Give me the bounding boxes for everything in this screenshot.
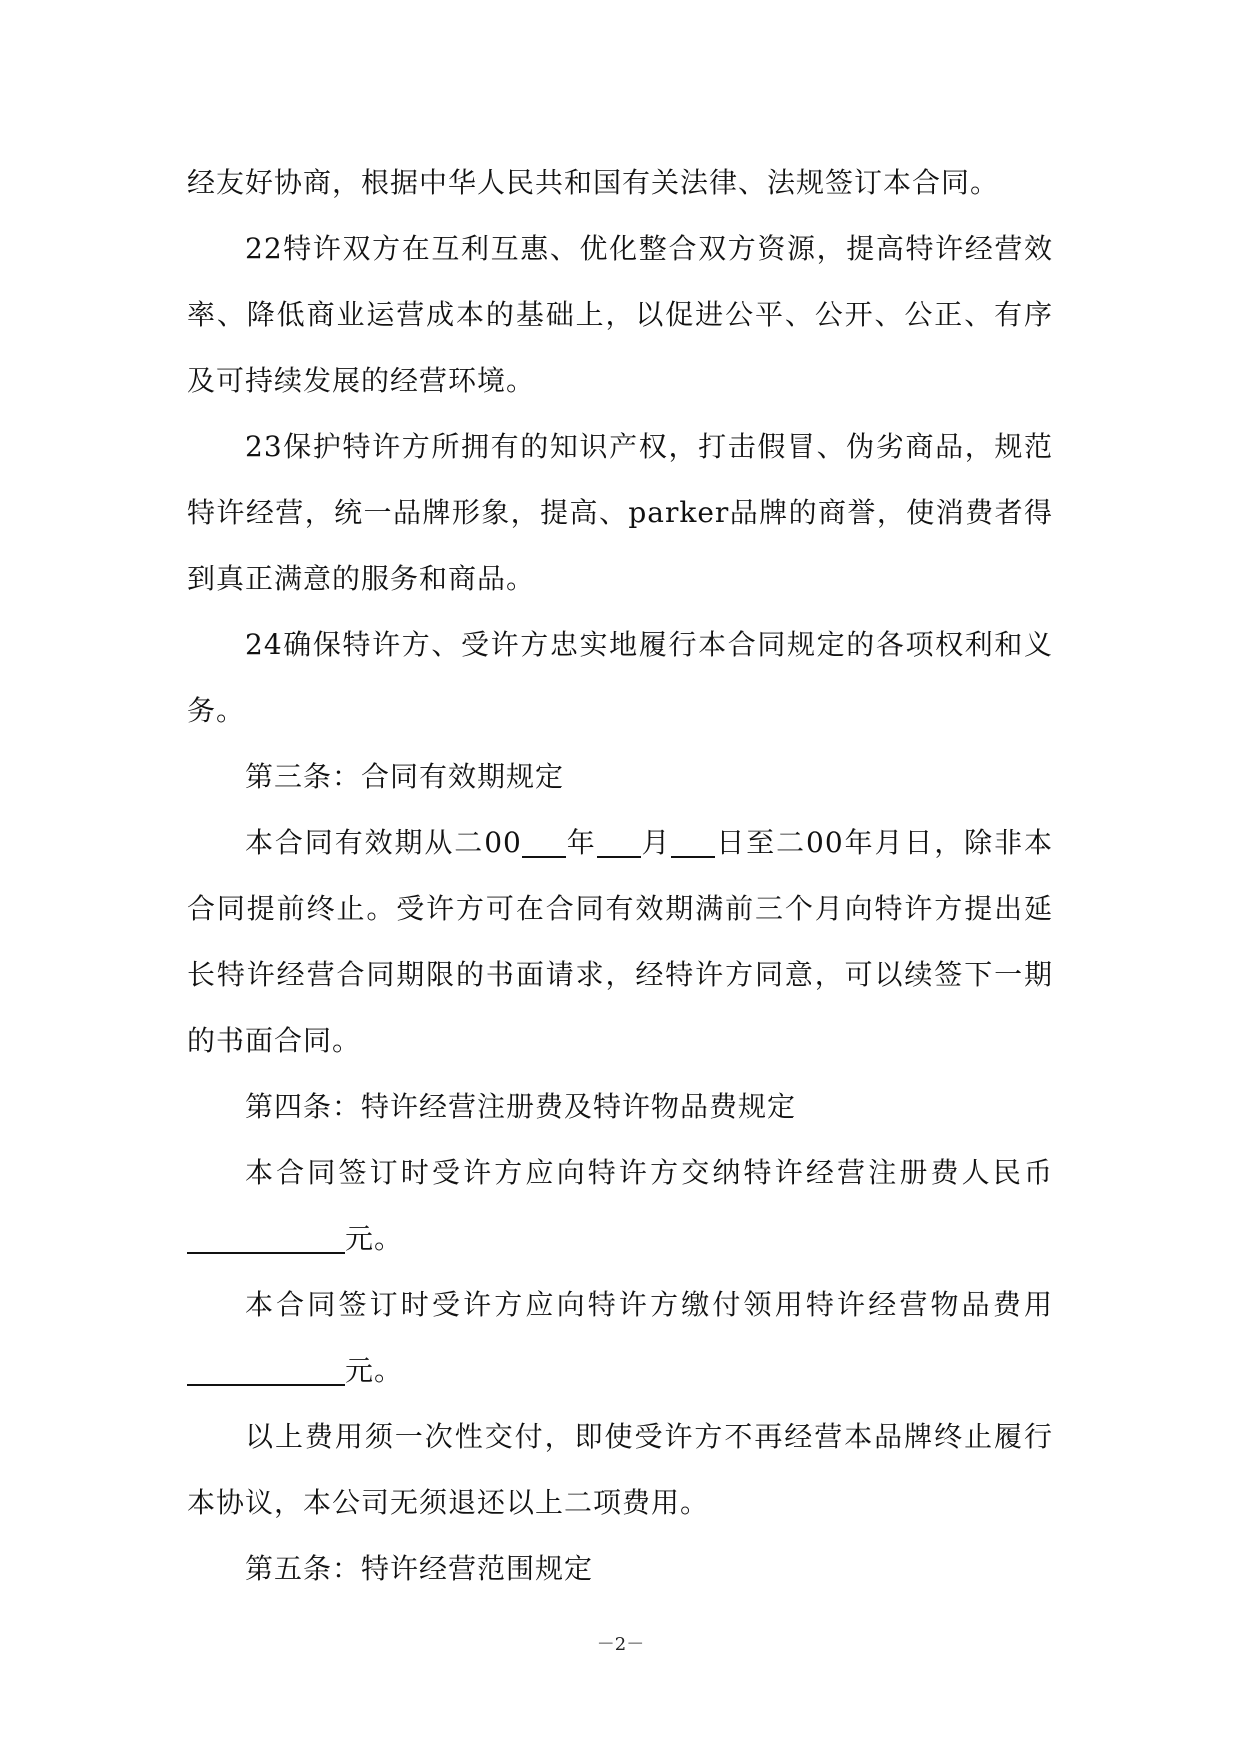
blank-month: [597, 826, 641, 858]
validity-text-rest: 日至二00年月日，除非本合同提前终止。受许方可在合同有效期满前三个月向特许方提出延长特许经营合同期限的书面请求，经特许方同意，可以续签下一期的书面合同。: [187, 826, 1053, 1057]
page-number: －2－: [596, 1634, 645, 1655]
blank-registration-fee: [187, 1222, 345, 1254]
heading-article-3: 第三条：合同有效期规定: [245, 760, 565, 793]
document-body: [187, 150, 1053, 1602]
paragraph-clause-23: 23保护特许方所拥有的知识产权，打击假冒、伪劣商品，规范特许经营，统一品牌形象，提高、parker品牌的商誉，使消费者得到真正满意的服务和商品。: [187, 430, 1053, 595]
paragraph-clause-22: 22特许双方在互利互惠、优化整合双方资源，提高特许经营效率、降低商业运营成本的基础上，以促进公平、公开、公正、有序及可持续发展的经营环境。: [187, 232, 1053, 397]
registration-fee-unit: 元。: [345, 1222, 404, 1255]
blank-day: [671, 826, 715, 858]
paragraph-registration-fee: [187, 1140, 1053, 1272]
registration-fee-text: 本合同签订时受许方应向特许方交纳特许经营注册费人民币: [245, 1156, 1053, 1189]
paragraph-agreement-basis: 经友好协商，根据中华人民共和国有关法律、法规签订本合同。: [187, 166, 1000, 199]
paragraph-goods-fee: [187, 1272, 1053, 1404]
heading-article-5: 第五条：特许经营范围规定: [245, 1552, 594, 1585]
heading-article-4: 第四条：特许经营注册费及特许物品费规定: [245, 1090, 797, 1123]
validity-text-start: 本合同有效期从二00: [245, 826, 522, 859]
blank-year: [522, 826, 566, 858]
goods-fee-text: 本合同签订时受许方应向特许方缴付领用特许经营物品费用: [245, 1288, 1053, 1321]
paragraph-fee-nonrefundable: 以上费用须一次性交付，即使受许方不再经营本品牌终止履行本协议，本公司无须退还以上二项费用。: [187, 1420, 1053, 1519]
validity-year-label: 年: [565, 826, 597, 859]
goods-fee-unit: 元。: [345, 1354, 404, 1387]
validity-month-label: 月: [640, 826, 672, 859]
paragraph-validity-period: [187, 810, 1053, 1074]
blank-goods-fee: [187, 1354, 345, 1386]
paragraph-clause-24: 24确保特许方、受许方忠实地履行本合同规定的各项权利和义务。: [187, 628, 1053, 727]
